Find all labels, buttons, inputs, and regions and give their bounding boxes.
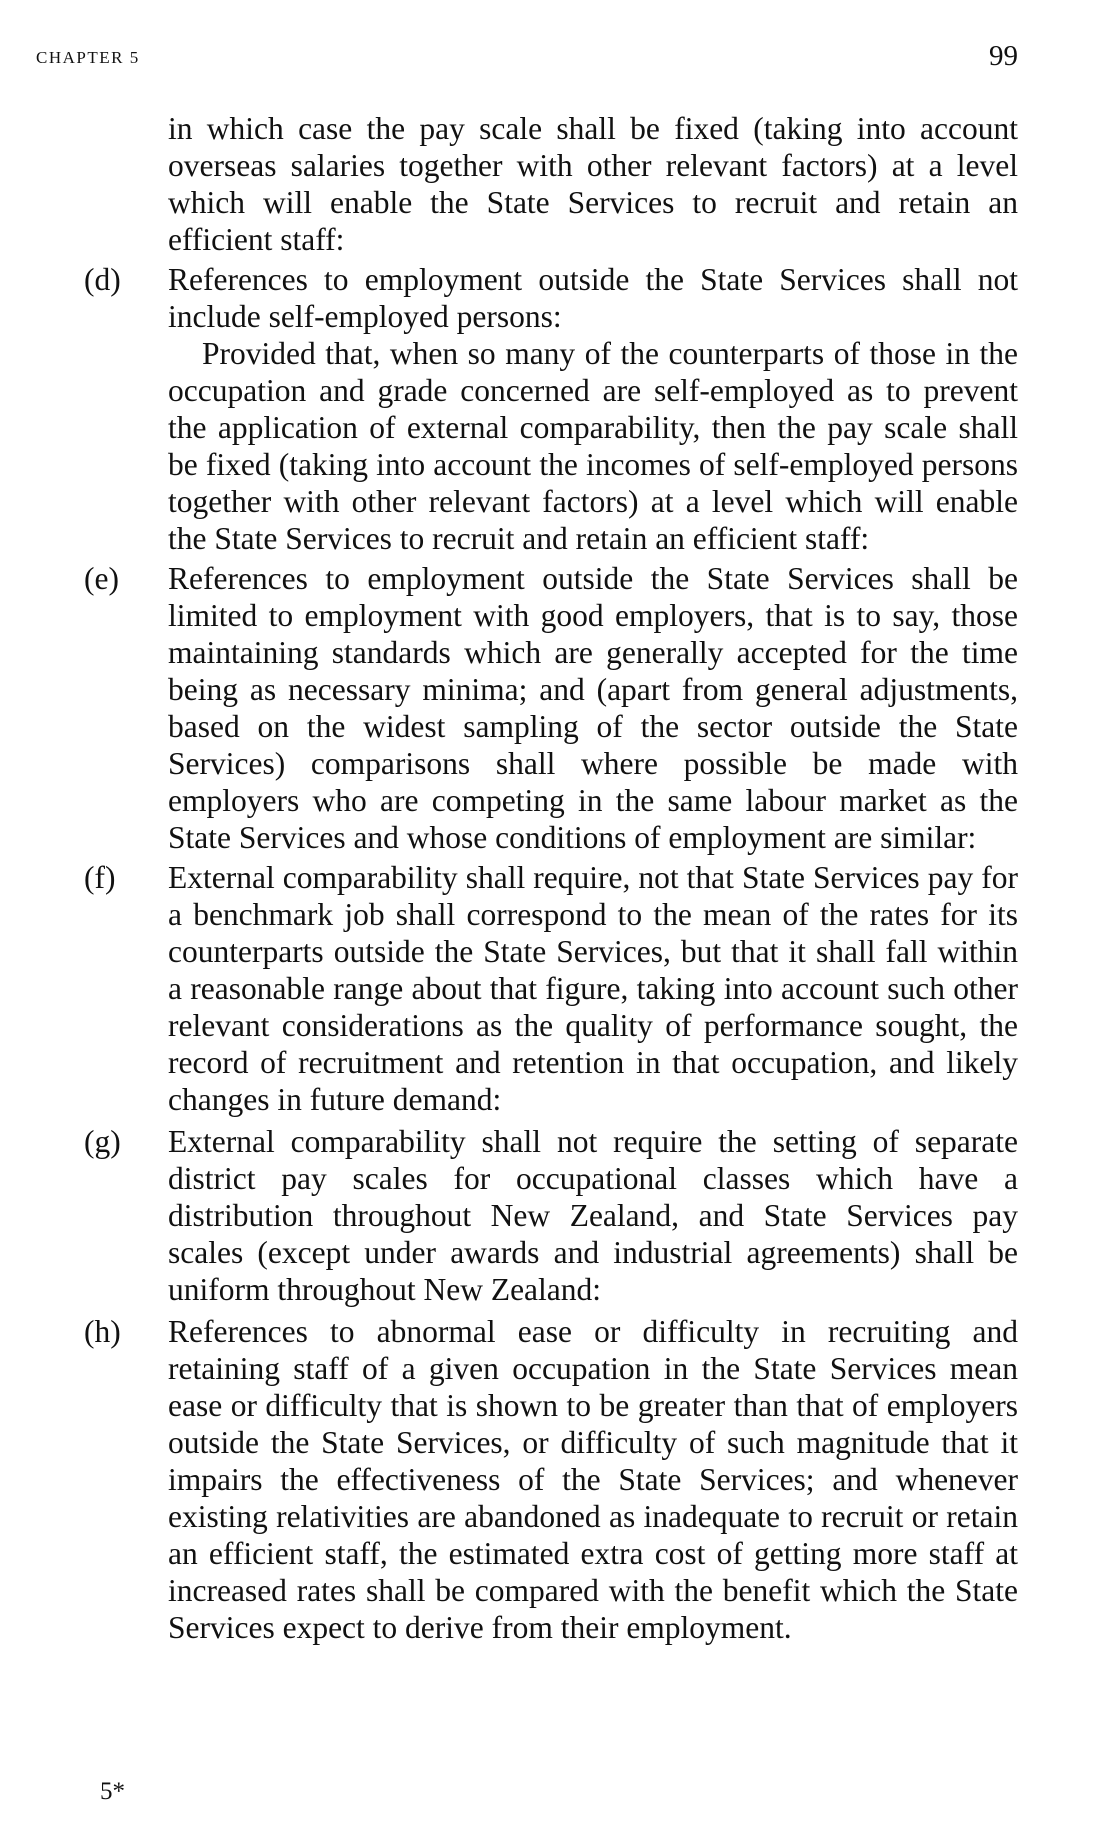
clause-letter: (h) — [84, 1314, 121, 1349]
lead-paragraph: in which case the pay scale shall be fixed (taking into account overseas salaries together with other relevant factors) at a level which will enable the State Services to recruit and retain an efficient staff: — [168, 111, 1018, 257]
clause-text: External comparability shall not require the setting of separate district pay scales for occupational classes which have a distribution throughout New Zealand, and State Services pay scales (except under awards and industrial agreements) shall be uniform throughout New Zealand: — [168, 1124, 1018, 1307]
page-number: 99 — [989, 40, 1018, 72]
chapter-label: CHAPTER 5 — [36, 48, 140, 67]
clause-d — [84, 261, 1018, 557]
clause-letter: (f) — [84, 860, 116, 895]
clause-letter: (e) — [84, 561, 119, 596]
clause-text: References to employment outside the State Services shall be limited to employment with good employers, that is to say, those maintaining standards which are generally accepted for the time being as necessary minima; and (apart from general adjustments, based on the widest sampling of the sector outside the State Services) comparisons shall where possible be made with employers who are competing in the same labour market as the State Services and whose conditions of employment are similar: — [168, 561, 1018, 855]
clause-h — [84, 1313, 1018, 1646]
body-text — [84, 110, 1018, 1646]
clause-letter: (g) — [84, 1124, 121, 1159]
clause-letter: (d) — [84, 262, 121, 297]
clause-proviso: Provided that, when so many of the counterparts of those in the occupation and grade concerned are self-employed as to prevent the application of external comparability, then the pay scale shall be fixed (taking into account the incomes of self-employed persons together with other relevant factors) at a level which will enable the State Services to recruit and retain an efficient staff: — [168, 336, 1018, 556]
clause-f — [84, 859, 1018, 1118]
clause-e — [84, 560, 1018, 856]
clause-text: References to abnormal ease or difficulty in recruiting and retaining staff of a given occupation in the State Services mean ease or difficulty that is shown to be greater than that of employers outside the State Services, or difficulty of such magnitude that it impairs the effectiveness of the State Services; and whenever existing relativities are abandoned as inadequate to recruit or retain an efficient staff, the estimated extra cost of getting more staff at increased rates shall be compared with the benefit which the State Services expect to derive from their employment. — [168, 1314, 1018, 1645]
signature-mark: 5* — [100, 1778, 125, 1805]
clause-text: References to employment outside the State Services shall not include self-employed persons: — [168, 262, 1018, 334]
clause-text: External comparability shall require, not that State Services pay for a benchmark job shall correspond to the mean of the rates for its counterparts outside the State Services, but that it shall fall within a reasonable range about that figure, taking into account such other relevant considerations as the quality of performance sought, the record of recruitment and retention in that occupation, and likely changes in future demand: — [168, 860, 1018, 1117]
clause-g — [84, 1123, 1018, 1308]
page-header — [36, 40, 1018, 76]
